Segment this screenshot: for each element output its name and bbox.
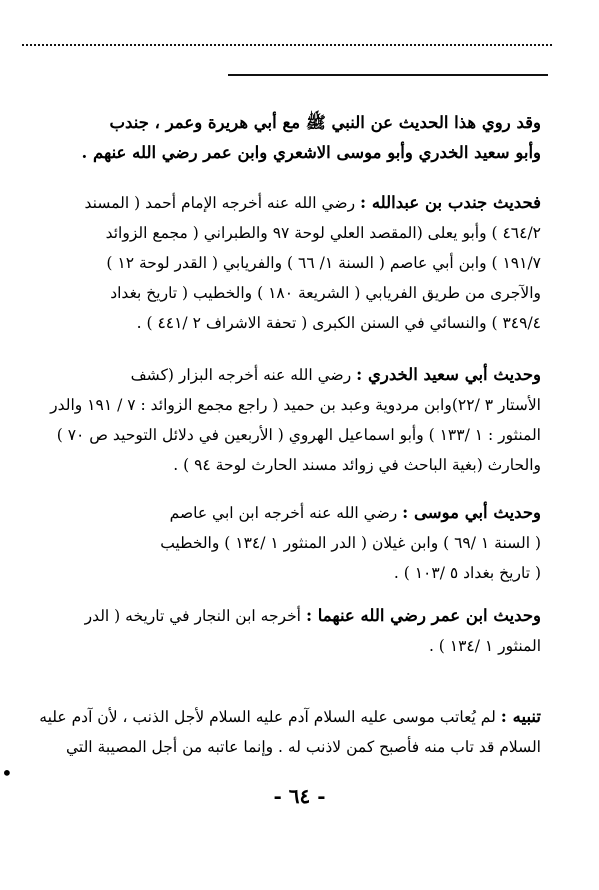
abu-musa-line-2: ( السنة ١ /٦٩ ) وابن غيلان ( الدر المنثور ١ /١٣٤ ) والخطيب bbox=[160, 534, 541, 552]
abu-said-line-1 bbox=[30, 360, 541, 390]
abu-said-line-2: الأستار ٣ /٢٢)وابن مردوية وعبد بن حميد ( راجع مجمع الزوائد : ٧ / ١٩١ والدر bbox=[50, 396, 541, 414]
abu-said-line-4: والحارث (بغية الباحث في زوائد مسند الحارث لوحة ٩٤ ) . bbox=[173, 456, 541, 474]
jundub-hadith-paragraph bbox=[30, 188, 541, 338]
jundub-line-2: ٤٦٤/٢ ) وأبو يعلى (المقصد العلي لوحة ٩٧ والطبراني ( مجمع الزوائد bbox=[105, 224, 541, 242]
abu-musa-text-1: رضي الله عنه أخرجه ابن ابي عاصم bbox=[169, 504, 398, 522]
ibn-umar-text-1: أخرجه ابن النجار في تاريخه ( الدر bbox=[84, 607, 301, 625]
jundub-line-5: ٣٤٩/٤ ) والنسائي في السنن الكبرى ( تحفة الاشراف ٢ /٤٤١ ) . bbox=[136, 314, 541, 332]
abu-said-heading: وحديث أبي سعيد الخدري : bbox=[356, 365, 541, 384]
ibn-umar-line-2: المنثور ١ /١٣٤ ) . bbox=[428, 637, 541, 655]
top-dotted-divider bbox=[22, 44, 552, 46]
intro-line-2: وأبو سعيد الخدري وأبو موسى الاشعري وابن عمر رضي الله عنهم . bbox=[81, 143, 541, 162]
abu-said-text-1: رضي الله عنه أخرجه البزار (كشف bbox=[130, 366, 352, 384]
jundub-line-1 bbox=[30, 188, 541, 218]
note-heading: تنبيه : bbox=[500, 707, 541, 726]
top-solid-divider bbox=[228, 74, 548, 76]
note-line-1 bbox=[30, 702, 541, 732]
ibn-umar-heading: وحديث ابن عمر رضي الله عنهما : bbox=[305, 606, 541, 625]
intro-paragraph bbox=[30, 108, 541, 168]
abu-musa-line-1 bbox=[30, 498, 541, 528]
abu-musa-line-3: ( تاريخ بغداد ٥ /١٠٣ ) . bbox=[393, 564, 541, 582]
jundub-heading: فحديث جندب بن عبدالله : bbox=[360, 193, 541, 212]
margin-mark: • bbox=[1, 761, 13, 785]
note-text-1: لم يُعاتب موسى عليه السلام آدم عليه السلام لأجل الذنب ، لأن آدم عليه bbox=[39, 708, 496, 726]
abu-said-hadith-paragraph bbox=[30, 360, 541, 480]
abu-musa-hadith-paragraph bbox=[30, 498, 541, 588]
abu-said-line-3: المنثور : ١ /١٣٣ ) وأبو اسماعيل الهروي ( الأربعين في دلائل التوحيد ص ٧٠ ) bbox=[56, 426, 541, 444]
ibn-umar-line-1 bbox=[30, 601, 541, 631]
page-number: - ٦٤ - bbox=[273, 784, 326, 808]
intro-line-1: وقد روي هذا الحديث عن النبي ﷺ مع أبي هريرة وعمر ، جندب bbox=[109, 113, 541, 132]
note-line-2: السلام قد تاب منه فأصبح كمن لاذنب له . وإنما عاتبه من أجل المصيبة التي bbox=[65, 738, 541, 756]
jundub-text-1: رضي الله عنه أخرجه الإمام أحمد ( المسند bbox=[84, 194, 356, 212]
jundub-line-4: والآجرى من طريق الفريابي ( الشريعة ١٨٠ ) والخطيب ( تاريخ بغداد bbox=[110, 284, 541, 302]
note-paragraph bbox=[30, 702, 541, 762]
jundub-line-3: ١٩١/٧ ) وابن أبي عاصم ( السنة ١/ ٦٦ ) والفريابي ( القدر لوحة ١٢ ) bbox=[106, 254, 541, 272]
ibn-umar-hadith-paragraph bbox=[30, 601, 541, 661]
abu-musa-heading: وحديث أبي موسى : bbox=[402, 503, 541, 522]
